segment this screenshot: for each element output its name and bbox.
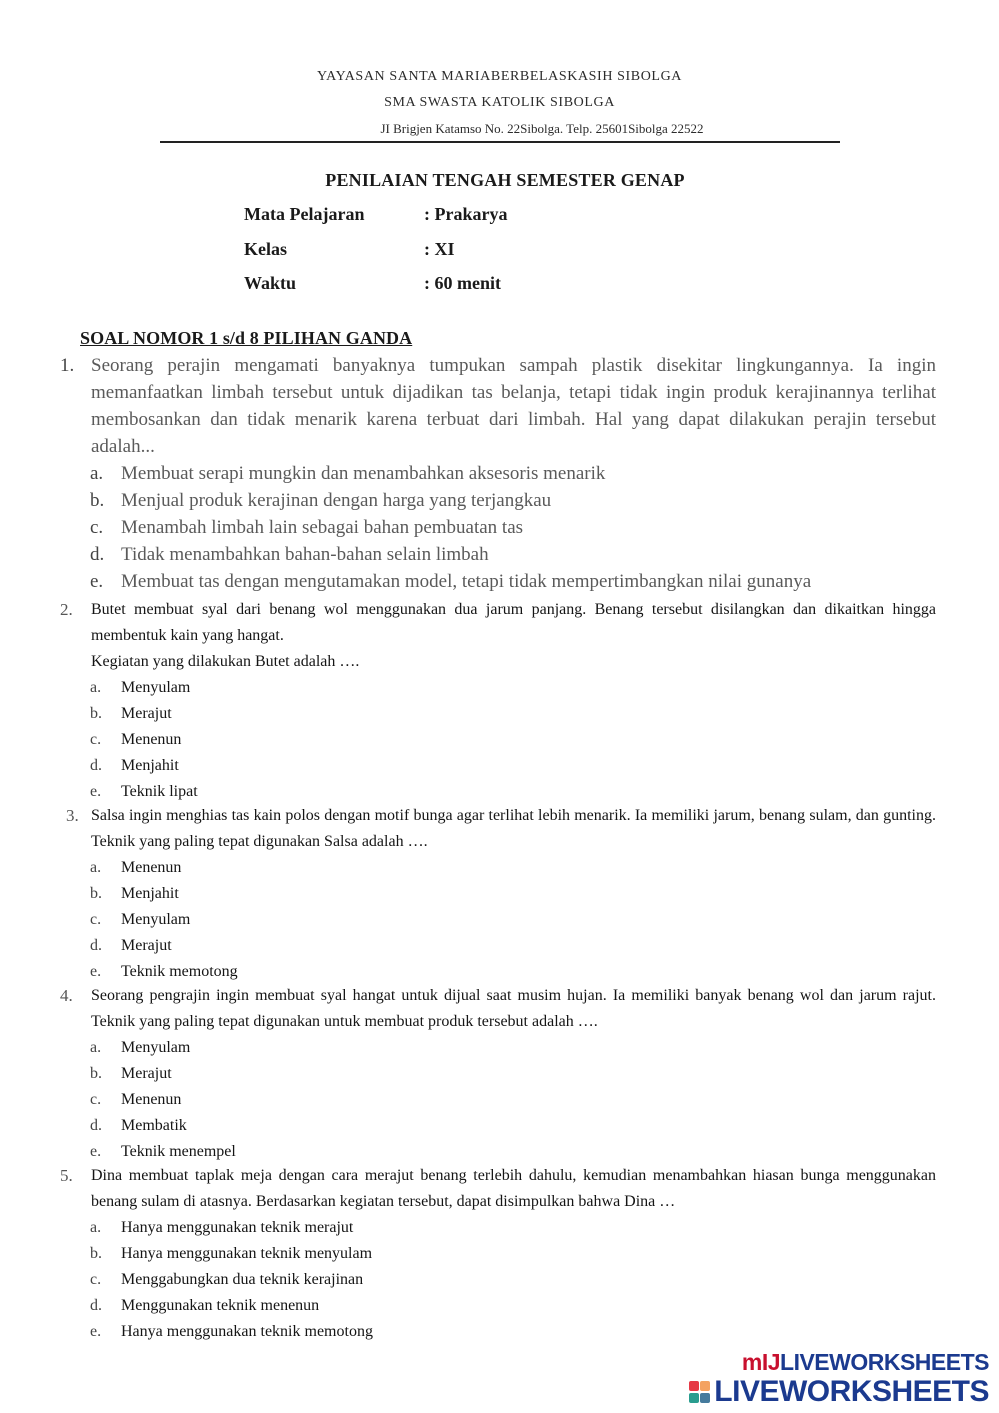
option-letter: a.: [90, 463, 104, 484]
option-text: Merajut: [121, 1065, 172, 1082]
option-d[interactable]: [60, 1113, 936, 1139]
option-text: Membatik: [121, 1117, 187, 1134]
section-title: SOAL NOMOR 1 s/d 8 PILIHAN GANDA: [80, 328, 413, 348]
option-letter: b.: [90, 1065, 102, 1082]
option-text: Menggabungkan dua teknik kerajinan: [121, 1271, 364, 1288]
option-text: Menyulam: [121, 911, 191, 928]
class-value: : XI: [424, 239, 455, 259]
meta-time: [244, 273, 501, 294]
question-number: 5.: [60, 1166, 73, 1185]
option-a[interactable]: [60, 675, 936, 701]
question-stem: [91, 597, 936, 675]
option-c[interactable]: [60, 514, 936, 541]
option-letter: d.: [90, 1117, 102, 1134]
option-letter: a.: [90, 1039, 102, 1056]
school-address: JI Brigjen Katamso No. 22Sibolga. Telp. 25601Sibolga 22522: [380, 121, 704, 136]
option-letter: e.: [90, 1143, 102, 1160]
time-label: Waktu: [244, 273, 297, 293]
option-text: Membuat serapi mungkin dan menambahkan aksesoris menarik: [121, 463, 606, 484]
question-number: 3.: [66, 806, 79, 825]
option-text: Merajut: [121, 705, 172, 722]
option-letter: d.: [90, 1297, 102, 1314]
question-2: [60, 597, 936, 805]
exam-title: PENILAIAN TENGAH SEMESTER GENAP: [325, 170, 685, 190]
foundation-name: YAYASAN SANTA MARIABERBELASKASIH SIBOLGA: [316, 69, 683, 84]
option-text: Menjual produk kerajinan dengan harga yang terjangkau: [121, 490, 552, 511]
option-text: Menggunakan teknik menenun: [121, 1297, 320, 1314]
stem-text: Seorang perajin mengamati banyaknya tumpukan sampah plastik disekitar lingkungannya. Ia ingin memanfaatkan limbah tersebut untuk dijadikan tas belanja, tetapi tidak ingin produk kerajinannya terlihat membosankan dan tidak menarik karena terbuat dari limbah. Hal yang dapat dilakukan perajin tersebut adalah...: [91, 355, 936, 457]
option-d[interactable]: [60, 1293, 936, 1319]
option-text: Tidak menambahkan bahan-bahan selain limbah: [121, 544, 489, 565]
option-a[interactable]: [60, 460, 936, 487]
option-b[interactable]: [60, 701, 936, 727]
option-a[interactable]: [60, 1215, 936, 1241]
option-c[interactable]: [60, 727, 936, 753]
option-c[interactable]: [60, 1087, 936, 1113]
question-stem: [91, 1163, 936, 1215]
meta-subject: [244, 204, 507, 225]
option-letter: a.: [90, 859, 102, 876]
option-text: Hanya menggunakan teknik merajut: [121, 1219, 354, 1236]
option-text: Merajut: [121, 937, 172, 954]
option-a[interactable]: [60, 855, 936, 881]
logo-bottom-text: LIVEWORKSHEETS: [714, 1375, 989, 1408]
option-letter: b.: [90, 885, 102, 902]
option-e[interactable]: [60, 959, 936, 985]
option-b[interactable]: [60, 1241, 936, 1267]
option-letter: c.: [90, 911, 102, 928]
stem-text: Kegiatan yang dilakukan Butet adalah ….: [91, 653, 360, 670]
option-text: Menenun: [121, 859, 182, 876]
option-text: Teknik lipat: [121, 783, 198, 800]
option-letter: c.: [90, 517, 104, 538]
option-letter: b.: [90, 705, 102, 722]
option-letter: b.: [90, 1245, 102, 1262]
option-d[interactable]: [60, 933, 936, 959]
logo-top-text: LIVEWORKSHEETS: [780, 1349, 989, 1375]
option-b[interactable]: [60, 487, 936, 514]
logo-bottom-line: [689, 1375, 989, 1409]
option-text: Menjahit: [121, 885, 179, 902]
option-text: Menenun: [121, 1091, 182, 1108]
option-letter: d.: [90, 937, 102, 954]
option-c[interactable]: [60, 1267, 936, 1293]
option-letter: c.: [90, 1091, 102, 1108]
option-text: Menyulam: [121, 1039, 191, 1056]
option-e[interactable]: [60, 1139, 936, 1165]
option-text: Hanya menggunakan teknik menyulam: [121, 1245, 373, 1262]
option-d[interactable]: [60, 753, 936, 779]
letterhead-divider: [160, 141, 840, 143]
subject-label: Mata Pelajaran: [244, 204, 365, 224]
option-letter: e.: [90, 783, 102, 800]
option-text: Hanya menggunakan teknik memotong: [121, 1323, 373, 1340]
stem-text: Salsa ingin menghias tas kain polos dengan motif bunga agar terlihat lebih menarik. Ia memiliki jarum, benang sulam, dan gunting. Teknik yang paling tepat digunakan Salsa adalah ….: [91, 807, 936, 850]
question-3: [60, 803, 936, 985]
option-letter: e.: [90, 1323, 102, 1340]
option-letter: a.: [90, 1219, 102, 1236]
stem-text: Seorang pengrajin ingin membuat syal hangat untuk dijual saat musim hujan. Ia memiliki banyak benang wol dan jarum rajut. Teknik yang paling tepat digunakan untuk membuat produk tersebut adalah ….: [91, 987, 936, 1030]
option-letter: d.: [90, 757, 102, 774]
question-number: 2.: [60, 600, 73, 619]
option-letter: a.: [90, 679, 102, 696]
option-text: Menjahit: [121, 757, 179, 774]
option-letter: e.: [90, 571, 104, 592]
question-1: [60, 352, 936, 595]
option-b[interactable]: [60, 1061, 936, 1087]
option-letter: c.: [90, 731, 102, 748]
option-d[interactable]: [60, 541, 936, 568]
school-name: SMA SWASTA KATOLIK SIBOLGA: [384, 95, 615, 110]
option-c[interactable]: [60, 907, 936, 933]
option-text: Menenun: [121, 731, 182, 748]
option-e[interactable]: [60, 1319, 936, 1345]
stem-text: Butet membuat syal dari benang wol menggunakan dua jarum panjang. Benang tersebut disilangkan dan dikaitkan hingga membentuk kain yang hangat.: [91, 601, 936, 644]
logo-top-line: [689, 1350, 989, 1375]
option-a[interactable]: [60, 1035, 936, 1061]
option-b[interactable]: [60, 881, 936, 907]
logo-blocks-icon: [689, 1381, 711, 1405]
option-letter: d.: [90, 544, 105, 565]
liveworksheets-logo[interactable]: [689, 1350, 989, 1409]
question-5: [60, 1163, 936, 1345]
option-e[interactable]: [60, 568, 936, 595]
option-text: Menambah limbah lain sebagai bahan pembuatan tas: [121, 517, 524, 538]
question-4: [60, 983, 936, 1165]
question-stem: [91, 983, 936, 1035]
option-letter: e.: [90, 963, 102, 980]
time-value: : 60 menit: [424, 273, 501, 293]
logo-prefix: mIJ: [741, 1349, 781, 1375]
option-text: Membuat tas dengan mengutamakan model, tetapi tidak mempertimbangkan nilai gunanya: [121, 571, 812, 592]
option-text: Teknik memotong: [121, 963, 238, 980]
option-letter: b.: [90, 490, 105, 511]
question-number: 1.: [60, 355, 75, 376]
option-letter: c.: [90, 1271, 102, 1288]
question-stem: [91, 352, 936, 460]
question-number: 4.: [60, 986, 73, 1005]
stem-text: Dina membuat taplak meja dengan cara merajut benang terlebih dahulu, kemudian menambahkan hiasan bunga menggunakan benang sulam di atasnya. Berdasarkan kegiatan tersebut, dapat disimpulkan bahwa Dina …: [91, 1167, 936, 1210]
option-text: Menyulam: [121, 679, 191, 696]
meta-class: [244, 239, 455, 260]
class-label: Kelas: [244, 239, 287, 259]
option-e[interactable]: [60, 779, 936, 805]
option-text: Teknik menempel: [121, 1143, 236, 1160]
question-stem: [91, 803, 936, 855]
subject-value: : Prakarya: [424, 204, 508, 224]
letterhead: [0, 64, 999, 142]
